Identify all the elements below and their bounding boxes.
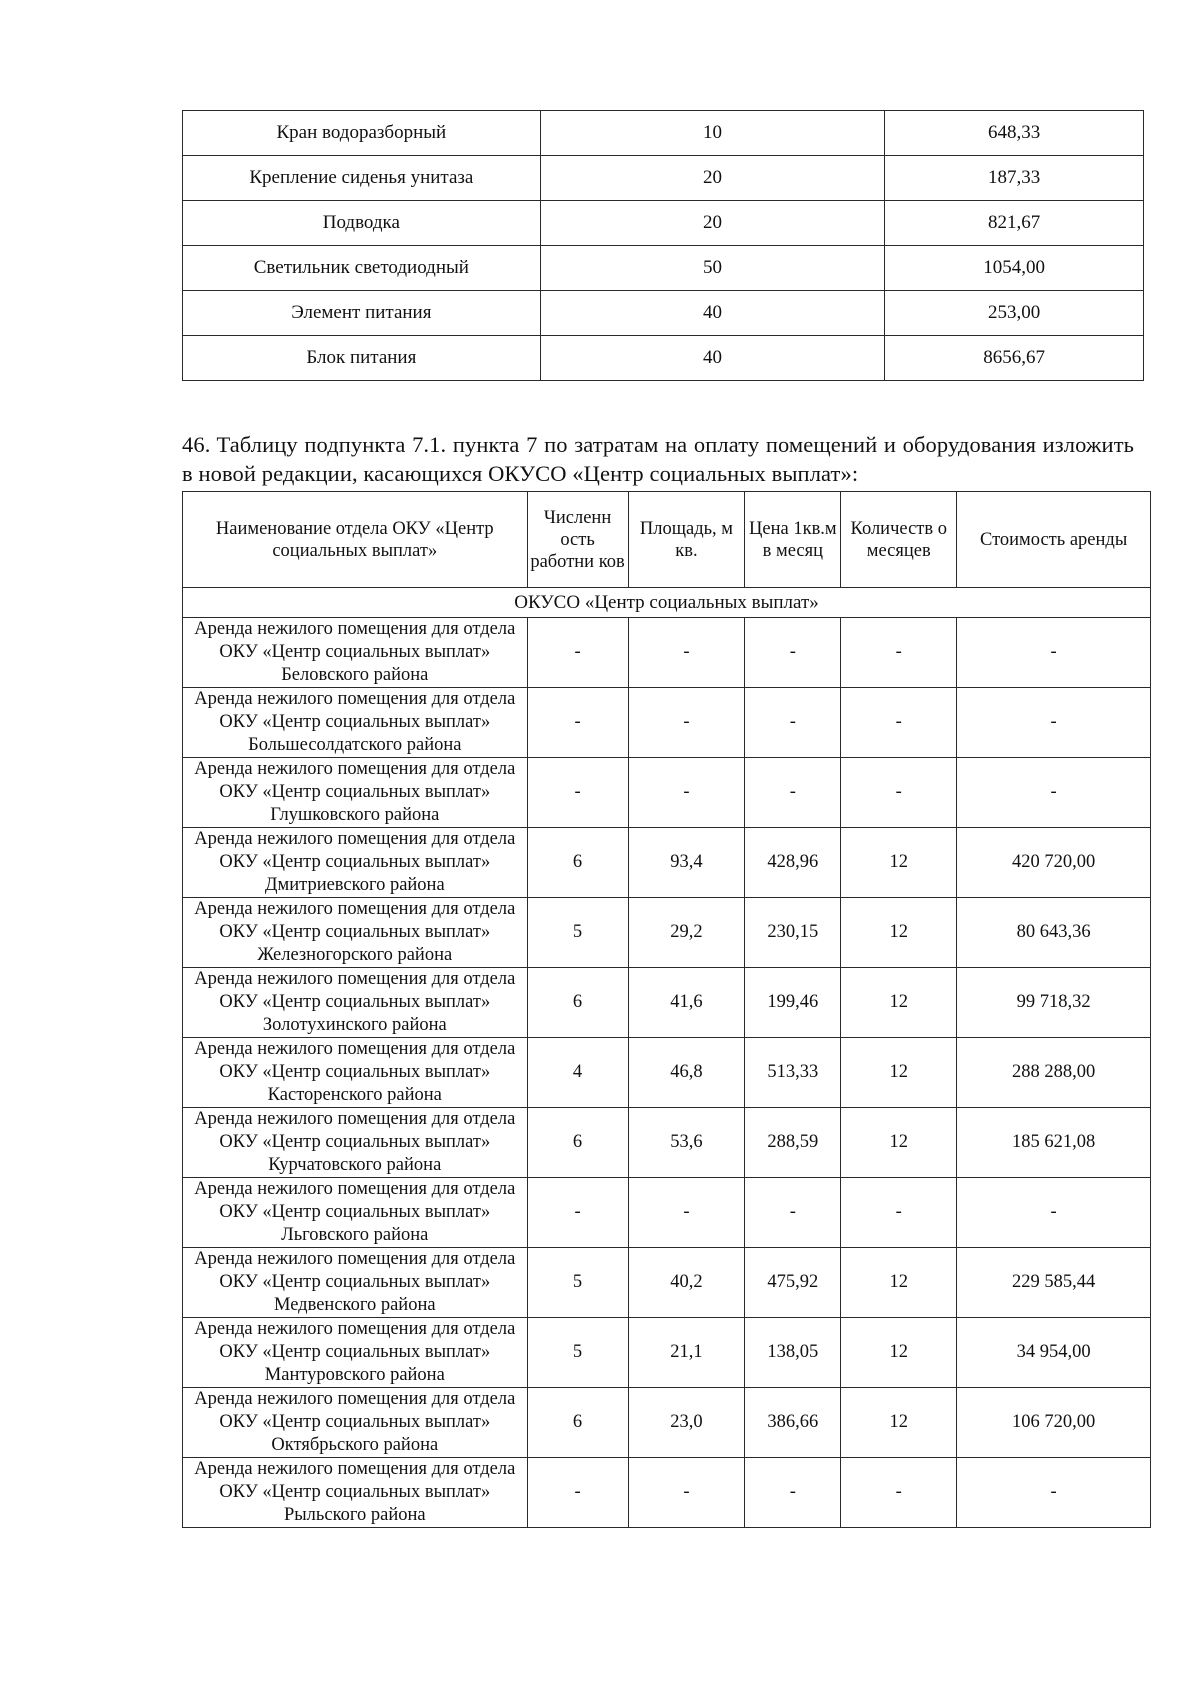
table-row <box>183 111 1144 156</box>
group-title-row <box>183 588 1151 618</box>
department-name: Аренда нежилого помещения для отдела ОКУ «Центр социальных выплат» Большесолдатского района <box>183 688 528 758</box>
department-name: Аренда нежилого помещения для отдела ОКУ «Центр социальных выплат» Железногорского района <box>183 898 528 968</box>
rent-cost: 106 720,00 <box>957 1388 1151 1458</box>
price-per-sqm: - <box>745 758 841 828</box>
rent-cost: - <box>957 1458 1151 1528</box>
table-row <box>183 898 1151 968</box>
item-price: 187,33 <box>885 156 1144 201</box>
staff-count: - <box>527 618 628 688</box>
price-per-sqm: 475,92 <box>745 1248 841 1318</box>
months: - <box>841 1178 957 1248</box>
rent-cost: 420 720,00 <box>957 828 1151 898</box>
months: 12 <box>841 1108 957 1178</box>
item-qty: 20 <box>540 201 885 246</box>
department-name: Аренда нежилого помещения для отдела ОКУ «Центр социальных выплат» Беловского района <box>183 618 528 688</box>
price-per-sqm: 513,33 <box>745 1038 841 1108</box>
table-row <box>183 828 1151 898</box>
area: - <box>628 618 745 688</box>
months: - <box>841 758 957 828</box>
paragraph-text: Таблицу подпункта 7.1. пункта 7 по затратам на оплату помещений и оборудования изложить в новой редакции, касающихся ОКУСО «Центр социальных выплат»: <box>182 431 1134 486</box>
area: 53,6 <box>628 1108 745 1178</box>
department-name: Аренда нежилого помещения для отдела ОКУ «Центр социальных выплат» Льговского района <box>183 1178 528 1248</box>
months: 12 <box>841 968 957 1038</box>
area: 29,2 <box>628 898 745 968</box>
months: 12 <box>841 1038 957 1108</box>
header-staff-count: Численн ость работни ков <box>527 492 628 588</box>
header-area: Площадь, м кв. <box>628 492 745 588</box>
area: 23,0 <box>628 1388 745 1458</box>
rent-cost: 229 585,44 <box>957 1248 1151 1318</box>
department-name: Аренда нежилого помещения для отдела ОКУ «Центр социальных выплат» Дмитриевского района <box>183 828 528 898</box>
item-qty: 10 <box>540 111 885 156</box>
price-per-sqm: 138,05 <box>745 1318 841 1388</box>
area: - <box>628 758 745 828</box>
staff-count: 6 <box>527 1108 628 1178</box>
items-price-table <box>182 110 1144 381</box>
department-name: Аренда нежилого помещения для отдела ОКУ «Центр социальных выплат» Медвенского района <box>183 1248 528 1318</box>
table-row <box>183 336 1144 381</box>
price-per-sqm: - <box>745 1178 841 1248</box>
table-row <box>183 156 1144 201</box>
item-name: Светильник светодиодный <box>183 246 541 291</box>
staff-count: 6 <box>527 968 628 1038</box>
rent-cost: - <box>957 618 1151 688</box>
rent-cost: 99 718,32 <box>957 968 1151 1038</box>
price-per-sqm: - <box>745 618 841 688</box>
staff-count: 5 <box>527 898 628 968</box>
table-row <box>183 1108 1151 1178</box>
area: 21,1 <box>628 1318 745 1388</box>
header-rent-cost: Стоимость аренды <box>957 492 1151 588</box>
header-price-per-sqm: Цена 1кв.м в месяц <box>745 492 841 588</box>
table-row <box>183 246 1144 291</box>
item-qty: 40 <box>540 291 885 336</box>
item-name: Элемент питания <box>183 291 541 336</box>
price-per-sqm: - <box>745 1458 841 1528</box>
department-name: Аренда нежилого помещения для отдела ОКУ «Центр социальных выплат» Рыльского района <box>183 1458 528 1528</box>
area: 46,8 <box>628 1038 745 1108</box>
months: - <box>841 618 957 688</box>
table-row <box>183 201 1144 246</box>
table-row <box>183 1388 1151 1458</box>
months: 12 <box>841 898 957 968</box>
staff-count: 5 <box>527 1318 628 1388</box>
paragraph-number: 46. <box>182 431 211 457</box>
amendment-paragraph <box>182 430 1134 488</box>
table-row <box>183 758 1151 828</box>
table-row <box>183 1318 1151 1388</box>
months: 12 <box>841 1388 957 1458</box>
item-name: Крепление сиденья унитаза <box>183 156 541 201</box>
rent-cost: 185 621,08 <box>957 1108 1151 1178</box>
rent-cost: - <box>957 688 1151 758</box>
months: 12 <box>841 1248 957 1318</box>
table-row <box>183 291 1144 336</box>
rent-cost: 288 288,00 <box>957 1038 1151 1108</box>
area: - <box>628 1458 745 1528</box>
table-row <box>183 688 1151 758</box>
item-qty: 50 <box>540 246 885 291</box>
rent-cost: 34 954,00 <box>957 1318 1151 1388</box>
area: 93,4 <box>628 828 745 898</box>
table-row <box>183 1248 1151 1318</box>
months: 12 <box>841 1318 957 1388</box>
price-per-sqm: - <box>745 688 841 758</box>
table-row <box>183 968 1151 1038</box>
item-qty: 20 <box>540 156 885 201</box>
staff-count: - <box>527 1458 628 1528</box>
months: 12 <box>841 828 957 898</box>
department-name: Аренда нежилого помещения для отдела ОКУ «Центр социальных выплат» Касторенского района <box>183 1038 528 1108</box>
item-price: 821,67 <box>885 201 1144 246</box>
price-per-sqm: 199,46 <box>745 968 841 1038</box>
table-row <box>183 1178 1151 1248</box>
staff-count: 5 <box>527 1248 628 1318</box>
area: 40,2 <box>628 1248 745 1318</box>
rent-cost-table <box>182 491 1151 1528</box>
staff-count: 6 <box>527 828 628 898</box>
item-name: Подводка <box>183 201 541 246</box>
price-per-sqm: 386,66 <box>745 1388 841 1458</box>
area: - <box>628 688 745 758</box>
table-row <box>183 1458 1151 1528</box>
header-department-name: Наименование отдела ОКУ «Центр социальных выплат» <box>183 492 528 588</box>
price-per-sqm: 428,96 <box>745 828 841 898</box>
staff-count: - <box>527 688 628 758</box>
header-months: Количеств о месяцев <box>841 492 957 588</box>
months: - <box>841 688 957 758</box>
price-per-sqm: 288,59 <box>745 1108 841 1178</box>
department-name: Аренда нежилого помещения для отдела ОКУ «Центр социальных выплат» Мантуровского района <box>183 1318 528 1388</box>
table-header-row <box>183 492 1151 588</box>
area: 41,6 <box>628 968 745 1038</box>
item-name: Блок питания <box>183 336 541 381</box>
table-row <box>183 618 1151 688</box>
staff-count: 4 <box>527 1038 628 1108</box>
staff-count: - <box>527 758 628 828</box>
rent-cost: 80 643,36 <box>957 898 1151 968</box>
staff-count: 6 <box>527 1388 628 1458</box>
item-name: Кран водоразборный <box>183 111 541 156</box>
group-title: ОКУСО «Центр социальных выплат» <box>183 588 1151 618</box>
department-name: Аренда нежилого помещения для отдела ОКУ «Центр социальных выплат» Глушковского района <box>183 758 528 828</box>
item-price: 1054,00 <box>885 246 1144 291</box>
area: - <box>628 1178 745 1248</box>
item-price: 253,00 <box>885 291 1144 336</box>
department-name: Аренда нежилого помещения для отдела ОКУ «Центр социальных выплат» Октябрьского района <box>183 1388 528 1458</box>
staff-count: - <box>527 1178 628 1248</box>
department-name: Аренда нежилого помещения для отдела ОКУ «Центр социальных выплат» Курчатовского района <box>183 1108 528 1178</box>
rent-cost: - <box>957 758 1151 828</box>
item-price: 648,33 <box>885 111 1144 156</box>
item-qty: 40 <box>540 336 885 381</box>
months: - <box>841 1458 957 1528</box>
rent-cost: - <box>957 1178 1151 1248</box>
department-name: Аренда нежилого помещения для отдела ОКУ «Центр социальных выплат» Золотухинского района <box>183 968 528 1038</box>
price-per-sqm: 230,15 <box>745 898 841 968</box>
item-price: 8656,67 <box>885 336 1144 381</box>
table-row <box>183 1038 1151 1108</box>
